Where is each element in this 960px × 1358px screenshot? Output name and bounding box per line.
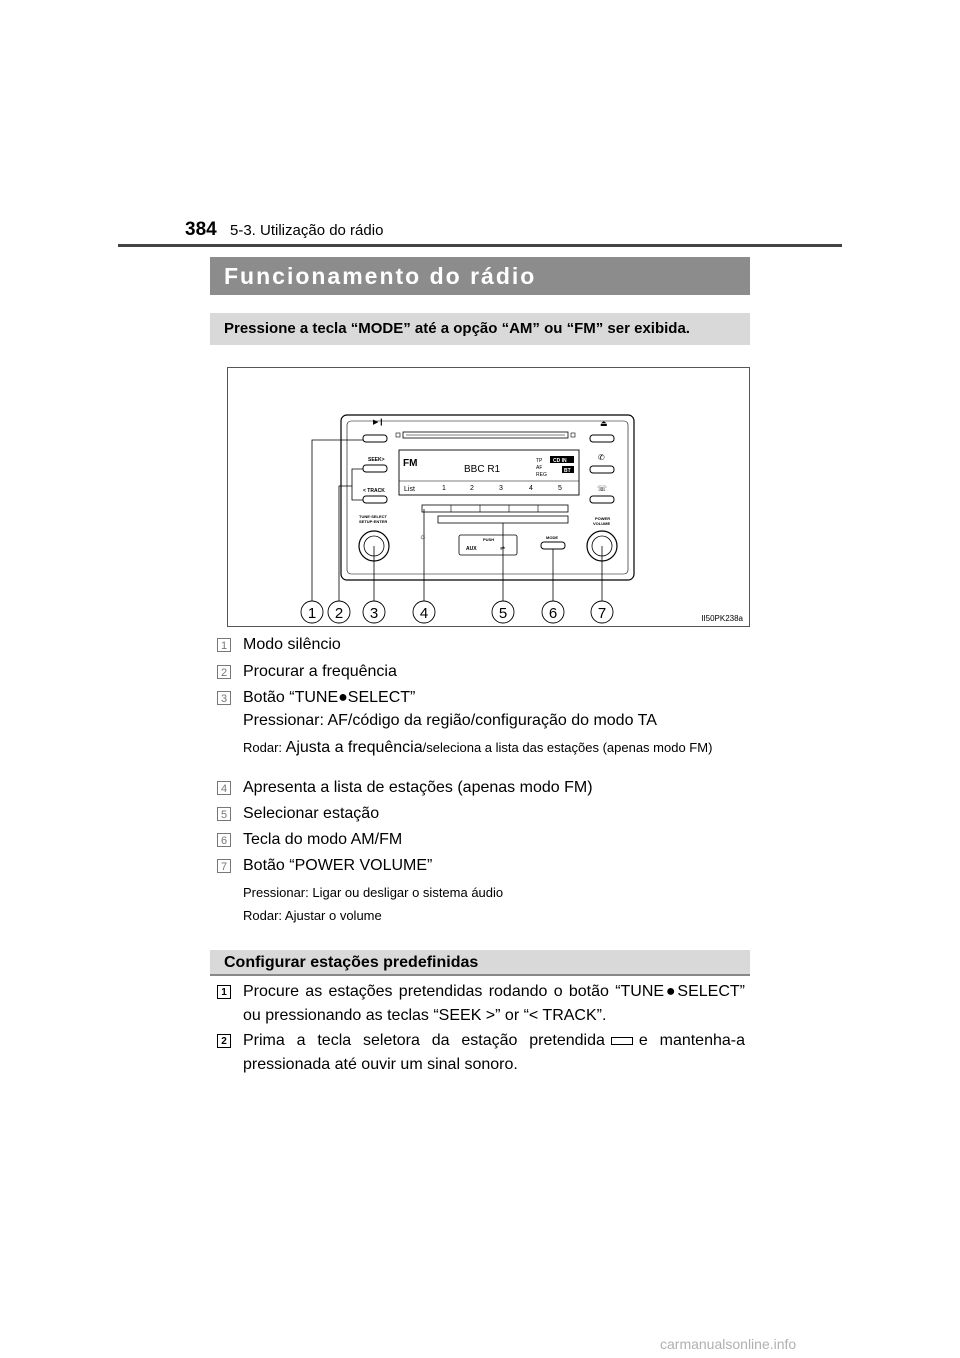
legend-text-7: Botão “POWER VOLUME”: [243, 857, 433, 874]
display-flag-reg: REG: [536, 472, 547, 478]
badge-bt: BT: [564, 468, 571, 474]
usb-icon: ⇌: [500, 546, 506, 552]
header-rule: [118, 244, 842, 247]
legend-text-5: Selecionar estação: [243, 805, 380, 822]
legend-num-7: 7: [217, 859, 231, 873]
callout-5: 5: [498, 605, 508, 622]
legend-7-press: Pressionar: Ligar ou desligar o sistema áudio: [243, 885, 504, 900]
mode-label: MODE: [546, 535, 558, 540]
play-pause-icon: ▶❙: [373, 418, 385, 426]
eject-icon: ⏏: [600, 419, 608, 428]
display-station: BBC R1: [464, 464, 501, 475]
legend-num-4: 4: [217, 781, 231, 795]
legend-3-rodar: Rodar: Ajusta a frequência/seleciona a lista das estações (apenas modo FM): [243, 739, 713, 756]
legend-7-rodar: Rodar: Ajustar o volume: [243, 908, 382, 923]
legend-text-6: Tecla do modo AM/FM: [243, 831, 403, 848]
tune-select-label: TUNE·SELECT: [359, 514, 387, 519]
step-num-1: 1: [217, 985, 231, 999]
legend-text-1: Modo silêncio: [243, 636, 341, 653]
preset-key-icon: [611, 1037, 633, 1045]
legend-3-press: Pressionar: AF/código da região/configuração do modo TA: [243, 712, 657, 729]
track-label: < TRACK: [363, 488, 385, 494]
legend-num-2: 2: [217, 665, 231, 679]
preset-3: 3: [499, 485, 503, 492]
step-num-2: 2: [217, 1034, 231, 1048]
preset-5: 5: [558, 485, 562, 492]
legend-text-3: Botão “TUNE●SELECT”: [243, 689, 416, 706]
section-title: 5-3. Utilização do rádio: [230, 222, 384, 239]
preset-1: 1: [442, 485, 446, 492]
legend-num-3: 3: [217, 691, 231, 705]
instruction-banner: Pressione a tecla “MODE” até a opção “AM” ou “FM” ser exibida.: [210, 313, 750, 345]
volume-label: VOLUME: [593, 521, 611, 526]
push-label: PUSH: [483, 537, 495, 542]
step-text-1: Procure as estações pretendidas rodando o botão “TUNE●SELECT” ou pressionando as teclas “SEEK >” or “< TRACK”.: [243, 983, 745, 1024]
preset-2: 2: [470, 485, 474, 492]
page-title: Funcionamento do rádio: [210, 257, 750, 295]
preset-4: 4: [529, 485, 533, 492]
hangup-icon: ☏: [597, 484, 608, 493]
power-label: POWER: [595, 516, 611, 521]
aux-label: AUX: [466, 546, 477, 552]
legend-text-2: Procurar a frequência: [243, 663, 397, 680]
subsection-title: Configurar estações predefinidas: [210, 950, 750, 976]
radio-figure: [227, 367, 750, 627]
callout-3: 3: [369, 605, 379, 622]
callout-4: 4: [419, 605, 429, 622]
legend-num-5: 5: [217, 807, 231, 821]
display-band: FM: [403, 458, 418, 469]
phone-icon: ✆: [598, 453, 605, 462]
radio-illustration: [228, 368, 749, 626]
setup-enter-label: SETUP·ENTER: [359, 519, 388, 524]
legend-text-4: Apresenta a lista de estações (apenas modo FM): [243, 779, 593, 796]
callout-1: 1: [307, 605, 317, 622]
display-flag-tp: TP: [536, 458, 543, 464]
display-list: List: [404, 486, 415, 493]
page-number: 384: [185, 219, 217, 240]
callout-7: 7: [597, 605, 607, 622]
step-text-2: Prima a tecla seletora da estação pretendida e mantenha-a pressionada até ouvir um sinal sonoro.: [243, 1032, 745, 1073]
seek-label: SEEK>: [368, 457, 385, 463]
legend-num-6: 6: [217, 833, 231, 847]
display-flag-af: AF: [536, 465, 543, 471]
brightness-icon: ☼: [419, 532, 427, 541]
watermark: carmanualsonline.info: [660, 1336, 797, 1352]
callout-6: 6: [548, 605, 558, 622]
callout-2: 2: [334, 605, 344, 622]
figure-code: II50PK238a: [701, 614, 743, 623]
legend-num-1: 1: [217, 638, 231, 652]
badge-cdin: CD IN: [553, 458, 567, 464]
